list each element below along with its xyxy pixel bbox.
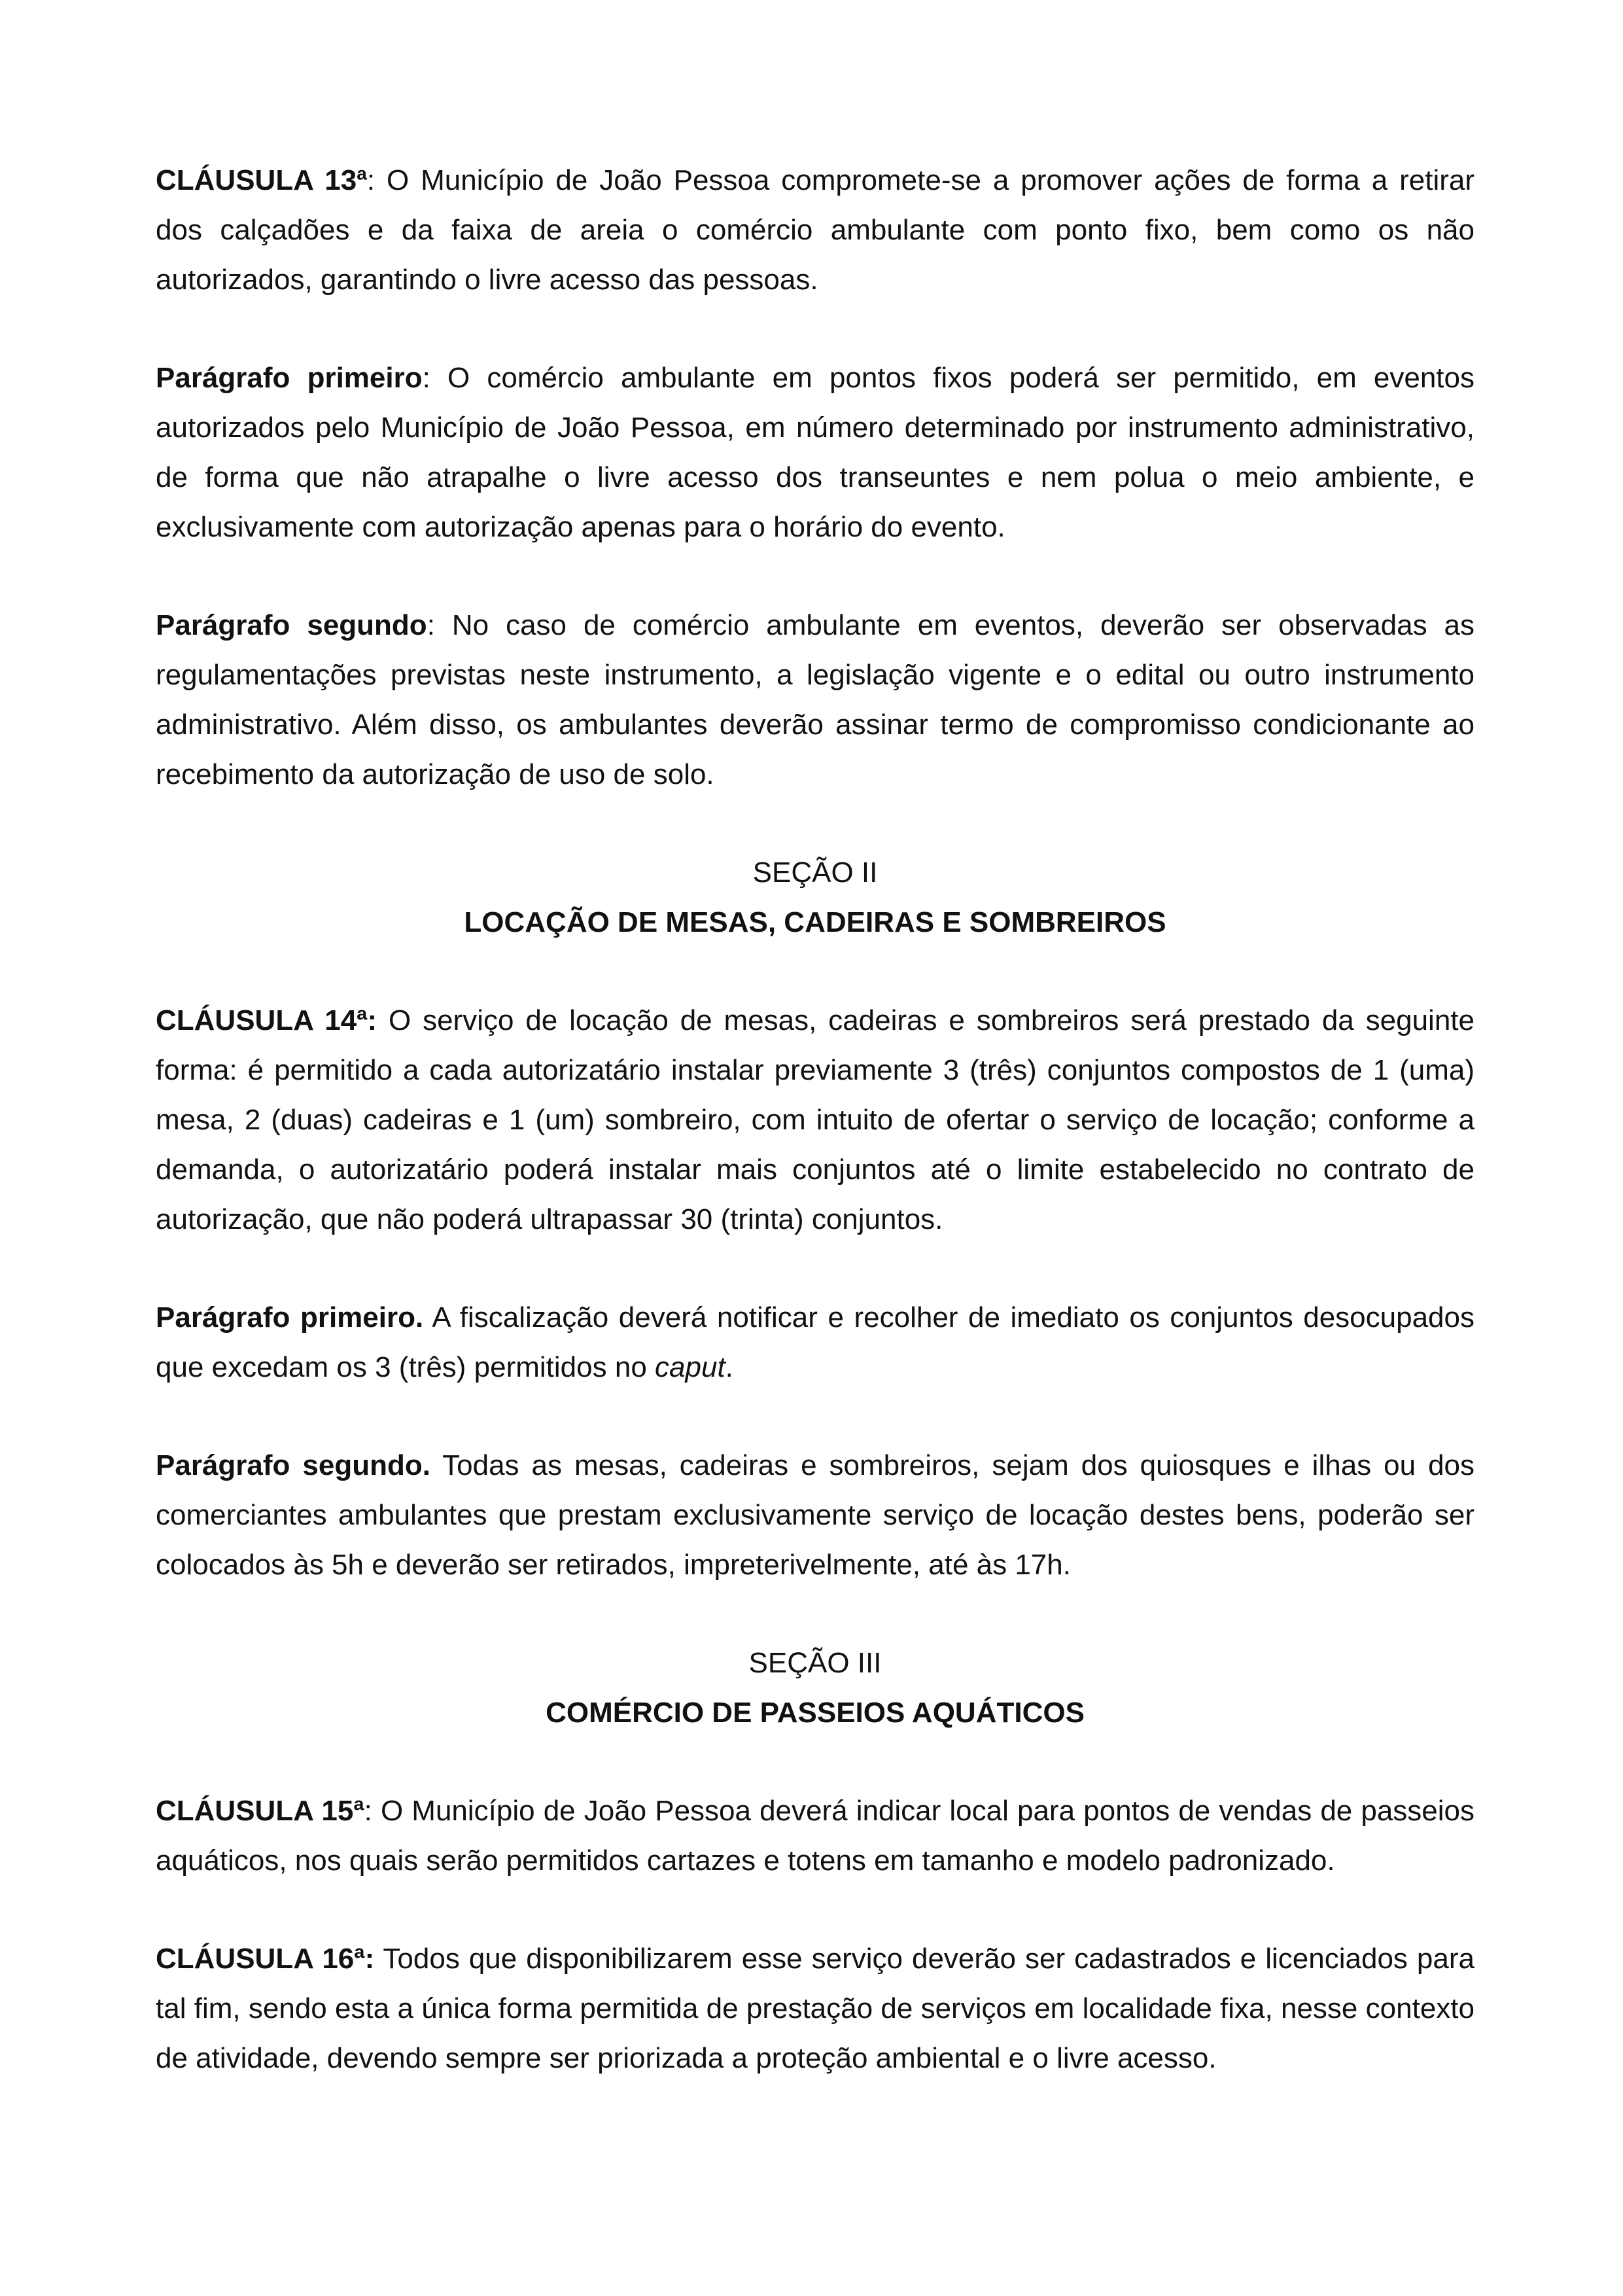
clause-13-label: CLÁUSULA 13$^a$ [156, 163, 367, 196]
clause-13 [156, 156, 1475, 305]
section-2-title: LOCAÇÃO DE MESAS, CADEIRAS E SOMBREIROS [464, 906, 1166, 938]
clause-14-paragraph-1-text: A fiscalização deverá notificar e recolher de imediato os conjuntos desocupados que excedam os 3 (três) permitidos no [156, 1301, 1475, 1383]
section-3-title: COMÉRCIO DE PASSEIOS AQUÁTICOS [546, 1697, 1085, 1729]
clause-13-text: : O Município de João Pessoa compromete-se a promover ações de forma a retirar dos calçadões e da faixa de areia o comércio ambulante com ponto fixo, bem como os não autorizados, garantindo o livre acesso das pessoas. [156, 164, 1475, 296]
clause-14-text: O serviço de locação de mesas, cadeiras e sombreiros será prestado da seguinte forma: é permitido a cada autorizatário instalar previamente 3 (três) conjuntos compostos de 1 (uma) mesa, 2 (duas) cadeiras e 1 (um) sombreiro, com intuito de ofertar o serviço de locação; conforme a demanda, o autorizatário poderá instalar mais conjuntos até o limite estabelecido no contrato de autorização, que não poderá ultrapassar 30 (trinta) conjuntos. [156, 1004, 1475, 1235]
clause-16-text: Todos que disponibilizarem esse serviço deverão ser cadastrados e licenciados para tal fim, sendo esta a única forma permitida de prestação de serviços em localidade fixa, nesse contexto de atividade, devendo sempre ser priorizada a proteção ambiental e o livre acesso. [156, 1943, 1475, 2074]
clause-14 [156, 996, 1475, 1245]
clause-13-paragraph-1-text: : O comércio ambulante em pontos fixos poderá ser permitido, em eventos autorizados pelo Município de João Pessoa, em número determinado por instrumento administrativo, de forma que não atrapalhe o livre acesso dos transeuntes e nem polua o meio ambiente, e exclusivamente com autorização apenas para o horário do evento. [156, 362, 1475, 543]
clause-14-label: CLÁUSULA 14ª: [156, 1004, 377, 1036]
section-2-number: SEÇÃO II [752, 857, 878, 889]
clause-14-paragraph-1-end: . [725, 1351, 733, 1383]
clause-13-paragraph-2-label: Parágrafo segundo [156, 609, 427, 641]
clause-13-paragraph-1-label: Parágrafo primeiro [156, 362, 423, 394]
caput-term: caput [655, 1351, 725, 1383]
clause-14-paragraph-1 [156, 1293, 1475, 1392]
clause-15-text: : O Município de João Pessoa deverá indicar local para pontos de vendas de passeios aquáticos, nos quais serão permitidos cartazes e totens em tamanho e modelo padronizado. [156, 1795, 1475, 1877]
clause-13-paragraph-2 [156, 601, 1475, 800]
clause-13-paragraph-1 [156, 353, 1475, 552]
clause-14-paragraph-2-text: Todas as mesas, cadeiras e sombreiros, sejam dos quiosques e ilhas ou dos comerciantes ambulantes que prestam exclusivamente serviço de locação destes bens, poderão ser colocados às 5h e deverão ser retirados, impreterivelmente, até às 17h. [156, 1449, 1475, 1581]
clause-15 [156, 1786, 1475, 1886]
clause-14-paragraph-1-label: Parágrafo primeiro. [156, 1301, 424, 1333]
clause-16-label: CLÁUSULA 16ª: [156, 1943, 375, 1975]
clause-16 [156, 1934, 1475, 2083]
clause-14-paragraph-2 [156, 1441, 1475, 1590]
section-3-number: SEÇÃO III [748, 1647, 882, 1679]
clause-15-label: CLÁUSULA 15ª [156, 1795, 364, 1827]
clause-13-paragraph-2-text: : No caso de comércio ambulante em eventos, deverão ser observadas as regulamentações previstas neste instrumento, a legislação vigente e o edital ou outro instrumento administrativo. Além disso, os ambulantes deverão assinar termo de compromisso condicionante ao recebimento da autorização de uso de solo. [156, 609, 1475, 790]
clause-14-paragraph-2-label: Parágrafo segundo. [156, 1449, 430, 1481]
